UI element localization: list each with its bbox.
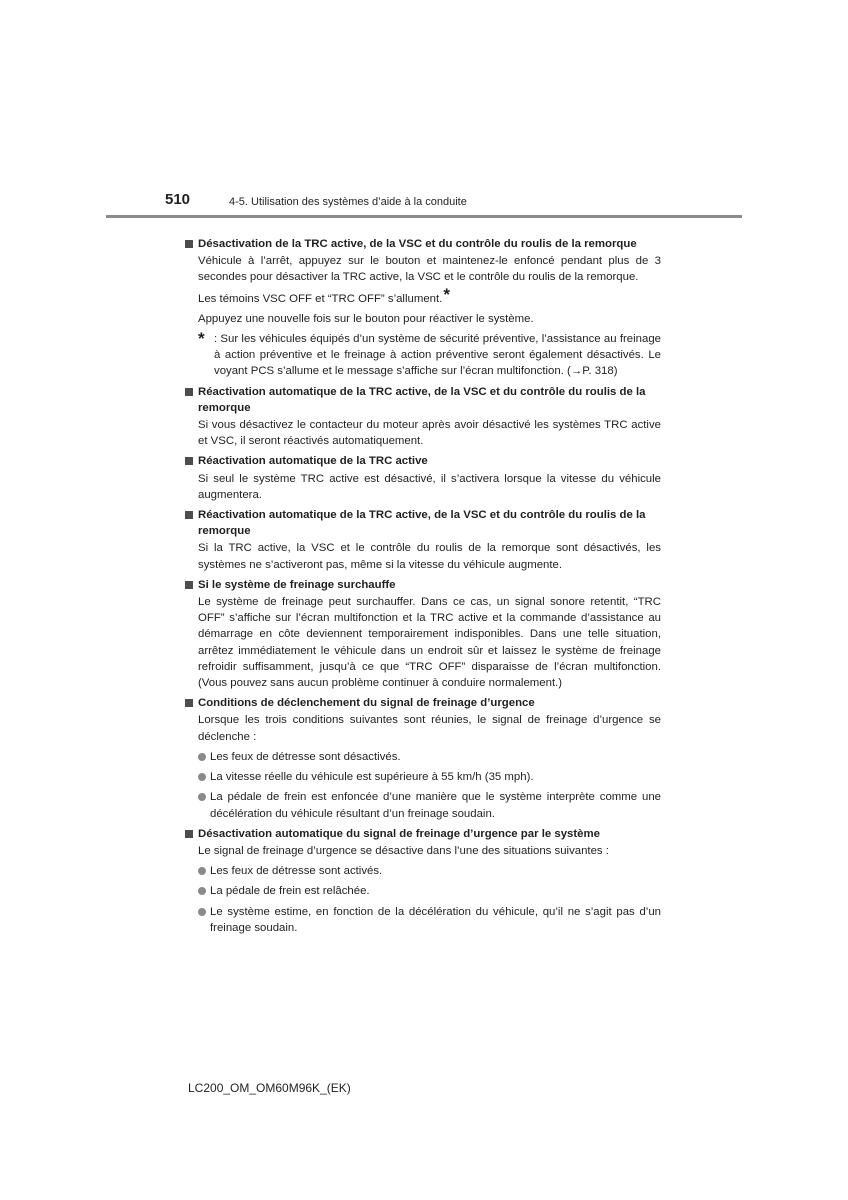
square-bullet-icon xyxy=(185,457,193,465)
section-heading: Réactivation automatique de la TRC active, de la VSC et du contrôle du roulis de la remorque xyxy=(198,509,646,538)
square-bullet-icon xyxy=(185,388,193,396)
section-heading: Désactivation de la TRC active, de la VSC et du contrôle du roulis de la remorque xyxy=(198,238,637,250)
list-item-text: La pédale de frein est enfoncée d’une manière que le système interprète comme une décélération du véhicule résultant d’un freinage soudain. xyxy=(210,791,661,820)
section-auto-reactivation-all xyxy=(185,507,661,573)
section-title: 4-5. Utilisation des systèmes d’aide à la conduite xyxy=(229,196,467,208)
section-brake-overheat xyxy=(185,577,661,691)
page-content xyxy=(185,236,661,940)
bullet-dot-icon xyxy=(198,867,206,875)
footnote-text: : Sur les véhicules équipés d’un système de sécurité préventive, l’assistance au freinage à action préventive et le freinage à action préventive seront également désactivés. Le voyant PCS s’allume et le message s’affiche sur l’écran multifonction. (→P. 318) xyxy=(214,333,661,378)
paragraph: Si la TRC active, la VSC et le contrôle du roulis de la remorque sont désactivés, les systèmes ne s’activeront pas, même si la vitesse du véhicule augmente. xyxy=(198,542,661,571)
section-heading: Réactivation automatique de la TRC active xyxy=(198,455,428,468)
page-header xyxy=(0,190,848,220)
list-item xyxy=(198,863,661,879)
list-item xyxy=(198,789,661,821)
bullet-dot-icon xyxy=(198,887,206,895)
paragraph: Lorsque les trois conditions suivantes sont réunies, le signal de freinage d’urgence se déclenche : xyxy=(198,714,661,743)
paragraph xyxy=(198,284,661,307)
section-deactivation xyxy=(185,236,661,380)
paragraph: Si seul le système TRC active est désactivé, il s’activera lorsque la vitesse du véhicule augmentera. xyxy=(198,472,661,501)
section-heading: Conditions de déclenchement du signal de freinage d’urgence xyxy=(198,697,535,710)
paragraph: Si vous désactivez le contacteur du moteur après avoir désactivé les systèmes TRC active et VSC, il seront réactivés automatiquement. xyxy=(198,419,661,448)
list-item xyxy=(198,883,661,899)
footnote-asterisk: * xyxy=(198,329,205,349)
section-emergency-signal-conditions xyxy=(185,695,661,821)
list-item xyxy=(198,749,661,765)
paragraph: Le système de freinage peut surchauffer. Dans ce cas, un signal sonore retentit, “TRC OFF” s’affiche sur l’écran multifonction et la TRC active et la commande d’assistance au démarrage en côte deviennent temporairement indisponibles. Dans une telle situation, arrêtez immédiatement le véhicule dans un endroit sûr et laissez le système de freinage refroidir suffisamment, jusqu’à ce que “TRC OFF” disparaisse de l’écran multifonction. (Vous pouvez sans aucun problème continuer à conduire normalement.) xyxy=(198,596,661,690)
paragraph: Le signal de freinage d’urgence se désactive dans l’une des situations suivantes : xyxy=(198,844,609,857)
square-bullet-icon xyxy=(185,581,193,589)
section-heading: Si le système de freinage surchauffe xyxy=(198,578,396,591)
paragraph: Appuyez une nouvelle fois sur le bouton pour réactiver le système. xyxy=(198,312,534,325)
header-rule xyxy=(106,215,742,218)
list-item-text: Les feux de détresse sont activés. xyxy=(210,865,383,878)
paragraph: Véhicule à l’arrêt, appuyez sur le bouton et maintenez-le enfoncé pendant plus de 3 secondes pour désactiver la TRC active, la VSC et le contrôle du roulis de la remorque. xyxy=(198,255,661,284)
page-number: 510 xyxy=(165,191,191,208)
bullet-dot-icon xyxy=(198,773,206,781)
asterisk-marker: * xyxy=(443,284,450,304)
list-item-text: La vitesse réelle du véhicule est supérieure à 55 km/h (35 mph). xyxy=(210,771,534,784)
section-auto-reactivation-contact xyxy=(185,384,661,450)
square-bullet-icon xyxy=(185,830,193,838)
list-item xyxy=(198,769,661,785)
footnote xyxy=(198,331,661,380)
square-bullet-icon xyxy=(185,699,193,707)
square-bullet-icon xyxy=(185,511,193,519)
bullet-dot-icon xyxy=(198,908,206,916)
list-item-text: Le système estime, en fonction de la décélération du véhicule, qu’il ne s’agit pas d’un freinage soudain. xyxy=(210,905,661,934)
list-item-text: Les feux de détresse sont désactivés. xyxy=(210,750,401,763)
list-item-text: La pédale de frein est relâchée. xyxy=(210,885,370,898)
list-item xyxy=(198,904,661,936)
section-auto-reactivation-trc xyxy=(185,453,661,503)
paragraph-text: Les témoins VSC OFF et “TRC OFF” s’allument. xyxy=(198,292,443,305)
section-heading: Réactivation automatique de la TRC active, de la VSC et du contrôle du roulis de la remorque xyxy=(198,385,646,414)
square-bullet-icon xyxy=(185,240,193,248)
bullet-dot-icon xyxy=(198,793,206,801)
bullet-dot-icon xyxy=(198,753,206,761)
footer-code: LC200_OM_OM60M96K_(EK) xyxy=(188,1081,351,1095)
section-emergency-signal-deactivation xyxy=(185,826,661,936)
section-heading: Désactivation automatique du signal de freinage d’urgence par le système xyxy=(198,827,600,840)
